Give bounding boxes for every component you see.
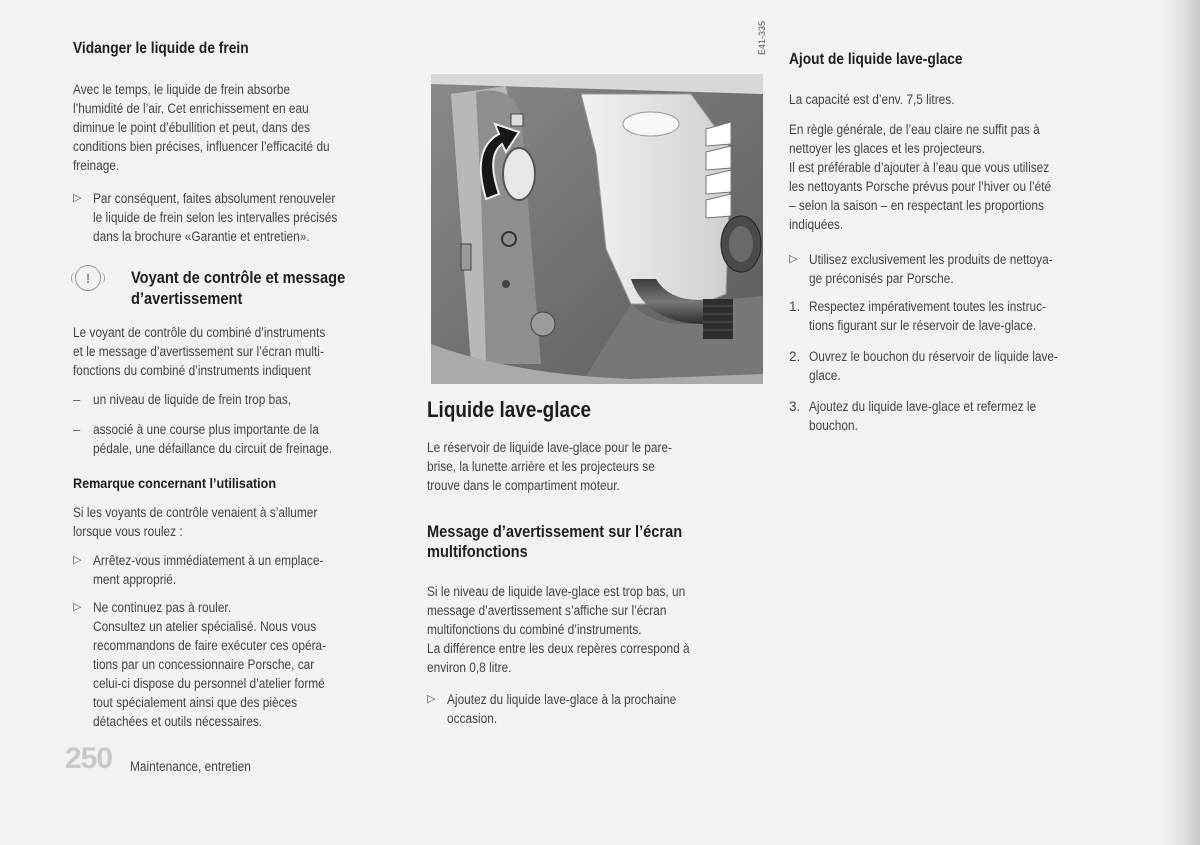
para-niveau: Si le niveau de liquide lave-glace est trop bas, un message d’avertissement s’affiche sur l’écran multifonctions du combiné d’instruments. La différence entre les deux repères correspond à environ 0,8 litre. xyxy=(427,584,690,675)
heading-ajout: Ajout de liquide lave-glace xyxy=(789,51,963,68)
para-vidanger: Avec le temps, le liquide de frein absorbe l’humidité de l’air. Cet enrichissement en eau diminue le point d’ébullition et peut, dans des conditions bien précises, influencer l’efficacité du freinage. xyxy=(73,82,330,173)
para-voyant: Le voyant de contrôle du combiné d’instruments et le message d’avertissement sur l’écran multi- fonctions du combiné d’instruments indiquent xyxy=(73,325,326,378)
bullet-marker-icon: ▷ xyxy=(789,253,798,265)
bullet-continuez: ▷ Ne continuez pas à rouler. Consultez un atelier spécialisé. Nous vous recommandons de faire exécuter ces opéra- tions par un concessionnaire Porsche, car celui-ci dispose du personnel d’atelier formé tout spécialement ainsi que des pièces détachées et outils nécessaires. xyxy=(73,600,327,729)
step-number: 2. xyxy=(789,349,801,364)
para-reservoir: Le réservoir de liquide lave-glace pour le pare- brise, la lunette arrière et les projecteurs se trouve dans le compartiment moteur. xyxy=(427,440,672,493)
dash-marker: – xyxy=(73,422,81,437)
dash-item-niveau: – un niveau de liquide de frein trop bas, xyxy=(73,392,292,407)
page-gutter-shadow xyxy=(1162,0,1200,845)
heading-message-ecran: Message d’avertissement sur l’écran multifonctions xyxy=(427,522,683,561)
step-1: 1. Respectez impérativement toutes les instruc- tions figurant sur le réservoir de lave-glace. xyxy=(789,299,1047,333)
bullet-arretez: ▷ Arrêtez-vous immédiatement à un emplace- ment approprié. xyxy=(73,553,324,587)
heading-remarque: Remarque concernant l’utilisation xyxy=(73,475,277,491)
footer-section: Maintenance, entretien xyxy=(130,759,251,774)
dash-marker: – xyxy=(73,392,81,407)
heading-voyant: Voyant de contrôle et message d’avertissement xyxy=(131,268,346,308)
para-remarque: Si les voyants de contrôle venaient à s’allumer lorsque vous roulez : xyxy=(73,505,318,539)
para-eau-claire: En règle générale, de l’eau claire ne suffit pas à nettoyer les glaces et les projecteurs. Il est préférable d’ajouter à l’eau que vous utilisez les nettoyants Porsche prévus pour l’hiver ou l’été – selon la saison – en respectant les proportions indiquées. xyxy=(789,122,1052,232)
bullet-utilisez: ▷ Utilisez exclusivement les produits de nettoya- ge préconisés par Porsche. xyxy=(789,252,1053,286)
bullet-marker-icon: ▷ xyxy=(73,554,82,566)
bullet-ajoutez-occasion: ▷ Ajoutez du liquide lave-glace à la prochaine occasion. xyxy=(427,692,677,726)
engine-illustration xyxy=(431,74,763,384)
warning-light-icon: ! xyxy=(75,265,101,291)
heading-vidanger: Vidanger le liquide de frein xyxy=(73,40,249,57)
dash-item-course: – associé à une course plus importante de la pédale, une défaillance du circuit de freinage. xyxy=(73,422,333,456)
bullet-renouveler: ▷ Par conséquent, faites absolument renouveler le liquide de frein selon les intervalles précisés dans la brochure «Garantie et entretien». xyxy=(73,191,338,244)
image-code: E41-335 xyxy=(757,20,767,55)
bullet-marker-icon: ▷ xyxy=(73,601,82,613)
engine-compartment-image xyxy=(431,74,763,384)
heading-liquide-lave-glace: Liquide lave-glace xyxy=(427,397,592,422)
step-number: 3. xyxy=(789,399,801,414)
step-3: 3. Ajoutez du liquide lave-glace et refermez le bouchon. xyxy=(789,399,1037,433)
step-2: 2. Ouvrez le bouchon du réservoir de liquide lave- glace. xyxy=(789,349,1058,383)
bullet-marker-icon: ▷ xyxy=(427,693,436,705)
para-capacite: La capacité est d’env. 7,5 litres. xyxy=(789,92,955,107)
bullet-marker-icon: ▷ xyxy=(73,192,82,204)
page-number: 250 xyxy=(65,742,113,775)
step-number: 1. xyxy=(789,299,801,314)
